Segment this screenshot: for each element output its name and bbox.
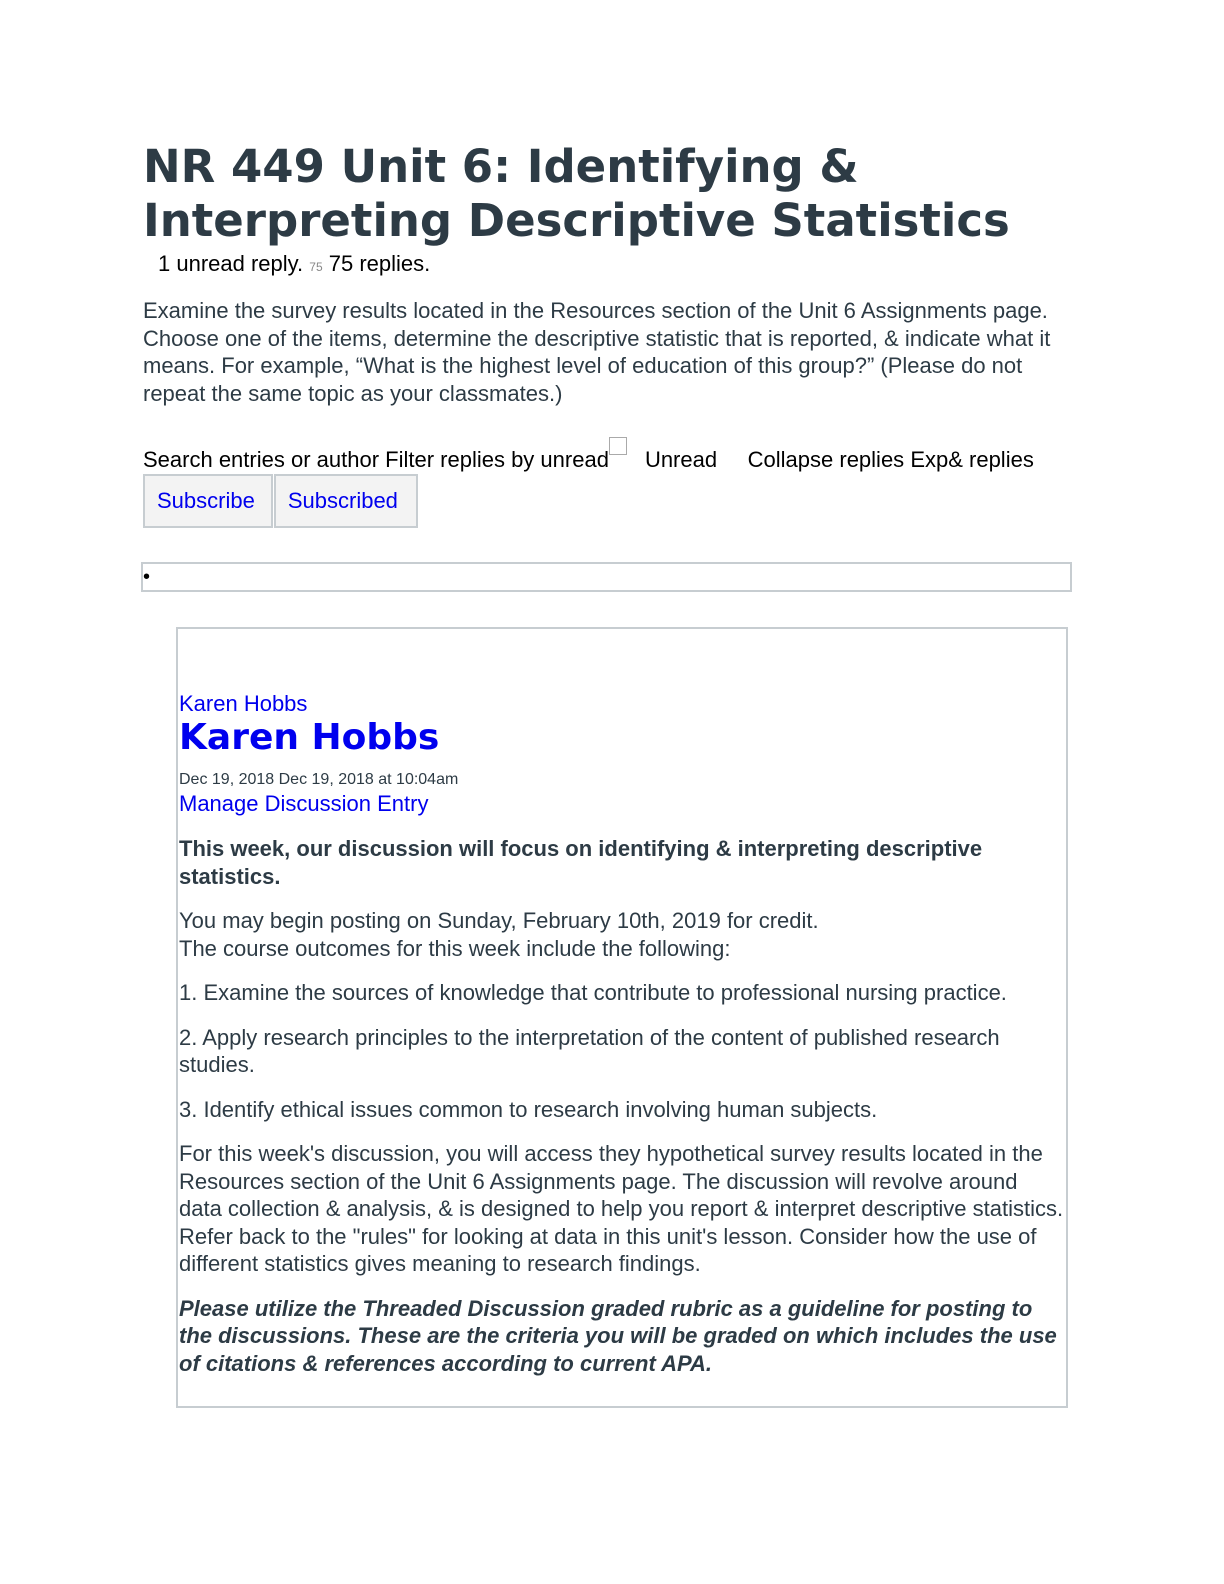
- reply-count: [158, 250, 1073, 281]
- discussion-entry: [176, 627, 1068, 1408]
- collapse-replies-button[interactable]: Collapse replies: [747, 447, 905, 472]
- entry-list: [141, 562, 1072, 592]
- entry-lead: This week, our discussion will focus on identifying & interpreting descriptive statistics.: [179, 836, 983, 889]
- discussion-page: [143, 140, 1073, 528]
- expand-replies-button[interactable]: Exp& replies: [910, 447, 1034, 472]
- list-bullet: •: [143, 566, 151, 588]
- subscribed-button[interactable]: Subscribed: [274, 474, 418, 528]
- author-link[interactable]: Karen Hobbs: [179, 691, 308, 716]
- discussion-instructions: For this week's discussion, you will access they hypothetical survey results located in the Resources section of the Unit 6 Assignments page. The discussion will revolve around data collection & analysis, & is designed to help you report & interpret descriptive statistics. Refer back to the "rules" for looking at data in this unit's lesson. Consider how the use of different statistics gives meaning to research findings.: [179, 1141, 1064, 1276]
- reply-count-badge: 75: [309, 260, 323, 274]
- unread-filter-checkbox[interactable]: [609, 437, 627, 455]
- filter-unread-label: Filter replies by unread: [385, 447, 609, 472]
- discussion-prompt: Examine the survey results located in the Resources section of the Unit 6 Assignments page. Choose one of the items, determine the descriptive statistic that is reported, & indicate what it means. For example, “What is the highest level of education of this group?” (Please do not repeat the same topic as your classmates.): [143, 298, 1051, 406]
- manage-entry-link[interactable]: Manage Discussion Entry: [179, 791, 429, 816]
- outcomes-intro: The course outcomes for this week include the following:: [179, 935, 731, 961]
- total-replies: 75 replies.: [328, 251, 431, 276]
- unread-label[interactable]: Unread: [644, 447, 718, 472]
- subscribe-button[interactable]: Subscribe: [143, 474, 273, 528]
- page-title: NR 449 Unit 6: Identifying & Interpreting Descriptive Statistics: [143, 140, 1010, 247]
- author-heading[interactable]: Karen Hobbs: [179, 717, 440, 758]
- search-entries-label[interactable]: Search entries or author: [143, 447, 380, 472]
- rubric-note: Please utilize the Threaded Discussion graded rubric as a guideline for posting to the discussions. These are the criteria you will be graded on which includes the use of citations & references according to current APA.: [179, 1295, 1057, 1376]
- outcome-item: 3. Identify ethical issues common to research involving human subjects.: [179, 1096, 878, 1122]
- unread-count: 1 unread reply.: [158, 251, 304, 276]
- outcome-item: 2. Apply research principles to the interpretation of the content of published research studies.: [179, 1024, 1000, 1077]
- discussion-toolbar: [143, 437, 1073, 474]
- outcome-item: 1. Examine the sources of knowledge that contribute to professional nursing practice.: [179, 980, 1007, 1005]
- subscription-buttons: [143, 474, 1073, 528]
- entry-date: Dec 19, 2018 Dec 19, 2018 at 10:04am: [179, 771, 459, 788]
- posting-line: You may begin posting on Sunday, February 10th, 2019 for credit.: [179, 908, 819, 933]
